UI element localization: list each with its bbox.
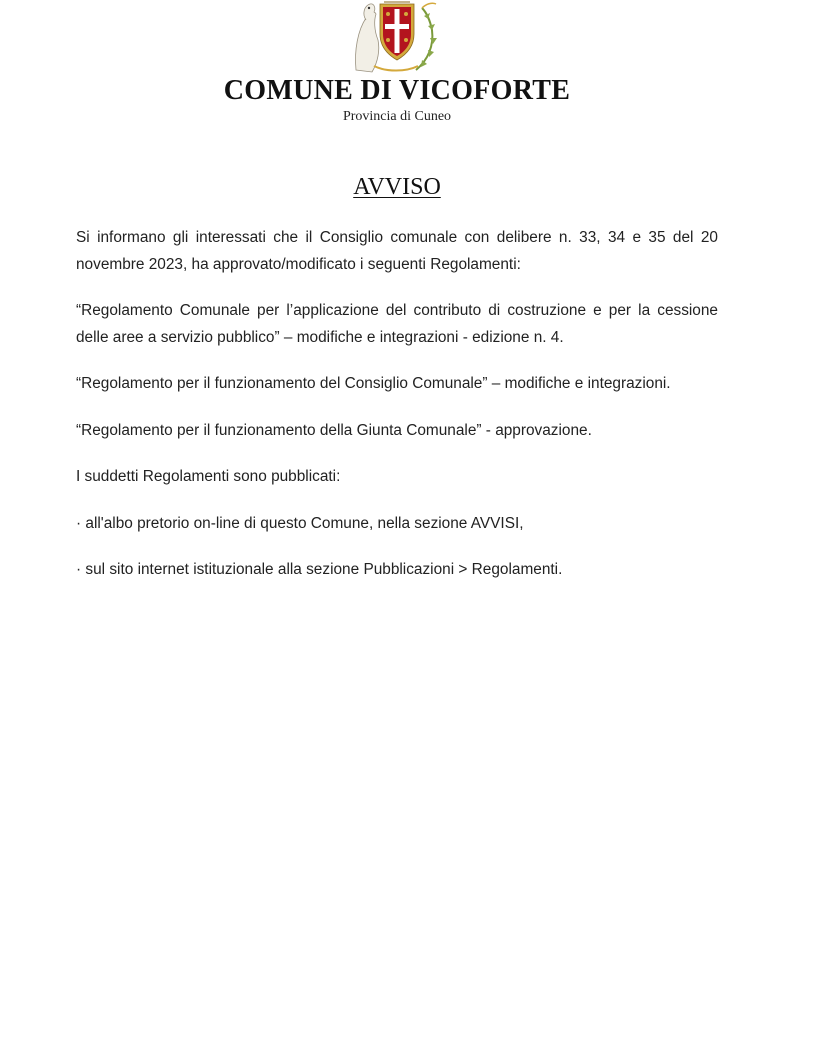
notice-list-item-sito: · sul sito internet istituzionale alla sezione Pubblicazioni > Regolamenti. xyxy=(76,561,563,578)
notice-list-item-albo: · all'albo pretorio on-line di questo Comune, nella sezione AVVISI, xyxy=(76,514,524,532)
province-subtitle: Provincia di Cuneo xyxy=(342,109,452,124)
notice-body xyxy=(76,225,718,604)
municipality-title: COMUNE DI VICOFORTE xyxy=(223,75,571,106)
notice-paragraph-intro: Si informano gli interessati che il Consiglio comunale con delibere n. 33, 34 e 35 del 20 novembre 2023, ha approvato/modificato i seguenti Regolamenti: xyxy=(76,229,718,273)
notice-paragraph-regulation-consiglio: “Regolamento per il funzionamento del Consiglio Comunale” – modifiche e integrazioni. xyxy=(76,375,671,392)
notice-paragraph-regulation-contributo: “Regolamento Comunale per l’applicazione del contributo di costruzione e per la cessione delle aree a servizio pubblico” – modifiche e integrazioni - edizione n. 4. xyxy=(76,302,718,346)
notice-heading: AVVISO xyxy=(353,174,441,200)
notice-paragraph-regulation-giunta: “Regolamento per il funzionamento della Giunta Comunale” - approvazione. xyxy=(76,421,592,439)
notice-paragraph-published: I suddetti Regolamenti sono pubblicati: xyxy=(76,468,341,485)
municipal-coat-of-arms-icon xyxy=(352,0,438,74)
